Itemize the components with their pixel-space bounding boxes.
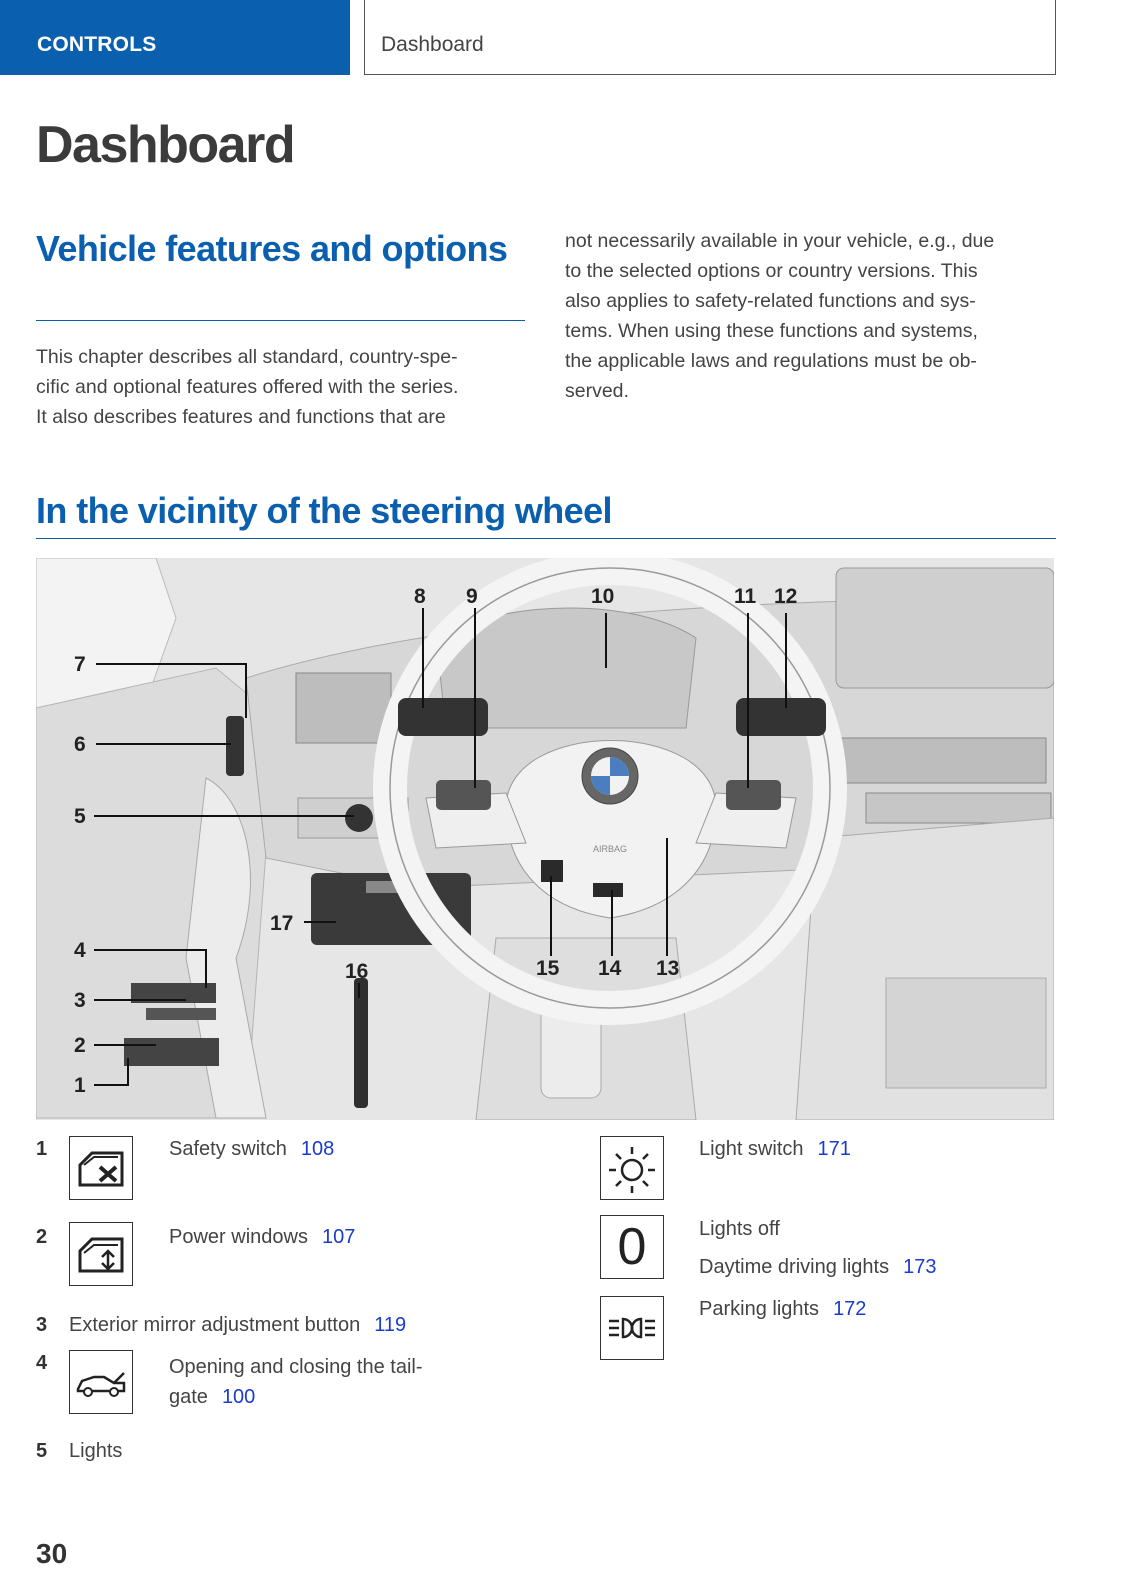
heading-rule xyxy=(36,320,525,321)
legend-label: Power windows xyxy=(169,1226,308,1248)
callout-4: 4 xyxy=(74,939,86,962)
section-tab: CONTROLS xyxy=(0,0,350,75)
legend-label: Daytime driving lights xyxy=(699,1256,890,1278)
legend-label: Exterior mirror adjustment button xyxy=(69,1314,361,1336)
legend-item-safety-switch xyxy=(169,1138,334,1161)
legend-label: Light switch xyxy=(699,1138,804,1160)
lights-off-glyph: 0 xyxy=(617,1218,647,1276)
intro-col2-line: served. xyxy=(565,380,629,402)
legend-num-4: 4 xyxy=(36,1352,48,1374)
airbag-label: AIRBAG xyxy=(592,844,628,854)
callout-17: 17 xyxy=(270,912,294,935)
callout-15: 15 xyxy=(536,957,560,980)
legend-label: Opening and closing the tail- xyxy=(169,1356,423,1378)
legend-item-lights: Lights xyxy=(69,1440,123,1462)
intro-col2-line: the applicable laws and regulations must be ob- xyxy=(565,350,977,372)
page-title: Dashboard xyxy=(36,116,295,174)
callout-9: 9 xyxy=(466,585,478,608)
heading-rule xyxy=(36,538,1056,539)
callout-10: 10 xyxy=(591,585,615,608)
callout-13: 13 xyxy=(656,957,680,980)
intro-col1 xyxy=(36,342,536,432)
intro-col2 xyxy=(565,226,1065,406)
callout-12: 12 xyxy=(774,585,798,608)
legend-label: Parking lights xyxy=(699,1298,820,1320)
callout-16: 16 xyxy=(345,960,369,983)
legend-num-5: 5 xyxy=(36,1440,48,1462)
power-window-icon xyxy=(69,1222,133,1286)
callout-8: 8 xyxy=(414,585,426,608)
intro-col1-line: It also describes features and functions that are xyxy=(36,406,446,428)
parking-lights-icon xyxy=(600,1296,664,1360)
dashboard-illustration xyxy=(36,558,1054,1120)
legend-num-2: 2 xyxy=(36,1226,48,1248)
legend-num-1: 1 xyxy=(36,1138,48,1160)
intro-col1-line: cific and optional features offered with the series. xyxy=(36,376,459,398)
intro-col1-line: This chapter describes all standard, country-spe- xyxy=(36,346,458,368)
page-link[interactable]: 119 xyxy=(374,1314,407,1336)
callout-7: 7 xyxy=(74,653,86,676)
legend-item-parking-lights xyxy=(699,1298,866,1321)
steering-wheel-heading: In the vicinity of the steering wheel xyxy=(36,490,612,531)
window-lock-icon xyxy=(69,1136,133,1200)
legend-item-tailgate xyxy=(169,1352,423,1412)
legend-item-light-switch xyxy=(699,1138,851,1161)
callout-11: 11 xyxy=(734,585,757,608)
page-link[interactable]: 171 xyxy=(817,1138,851,1160)
light-switch-icon xyxy=(600,1136,664,1200)
legend-label: Safety switch xyxy=(169,1138,287,1160)
legend-item-power-windows xyxy=(169,1226,355,1249)
callout-2: 2 xyxy=(74,1034,86,1057)
page-link[interactable]: 100 xyxy=(221,1386,256,1408)
legend-item-daytime-lights xyxy=(699,1256,936,1279)
callout-3: 3 xyxy=(74,989,86,1012)
callout-14: 14 xyxy=(598,957,622,980)
legend-num-3: 3 xyxy=(36,1314,48,1336)
page-link[interactable]: 172 xyxy=(833,1298,867,1320)
intro-col2-line: tems. When using these functions and systems, xyxy=(565,320,978,342)
legend-label: gate xyxy=(169,1386,208,1408)
callout-1: 1 xyxy=(74,1074,86,1097)
legend-item-lights-off: Lights off xyxy=(699,1218,780,1240)
chapter-tab: Dashboard xyxy=(364,0,1056,75)
callout-6: 6 xyxy=(74,733,86,756)
page-number: 30 xyxy=(36,1538,68,1569)
page-link[interactable]: 107 xyxy=(321,1226,356,1248)
intro-col2-line: also applies to safety-related functions and sys- xyxy=(565,290,976,312)
legend-item-mirror-button xyxy=(69,1314,406,1337)
callout-5: 5 xyxy=(74,805,86,828)
tailgate-icon xyxy=(69,1350,133,1414)
intro-col2-line: not necessarily available in your vehicle, e.g., due xyxy=(565,230,995,252)
page-link[interactable]: 173 xyxy=(903,1256,937,1278)
page-link[interactable]: 108 xyxy=(300,1138,335,1160)
intro-col2-line: to the selected options or country versions. This xyxy=(565,260,978,282)
lights-off-icon xyxy=(600,1215,664,1279)
vehicle-features-heading: Vehicle features and options xyxy=(36,228,508,269)
